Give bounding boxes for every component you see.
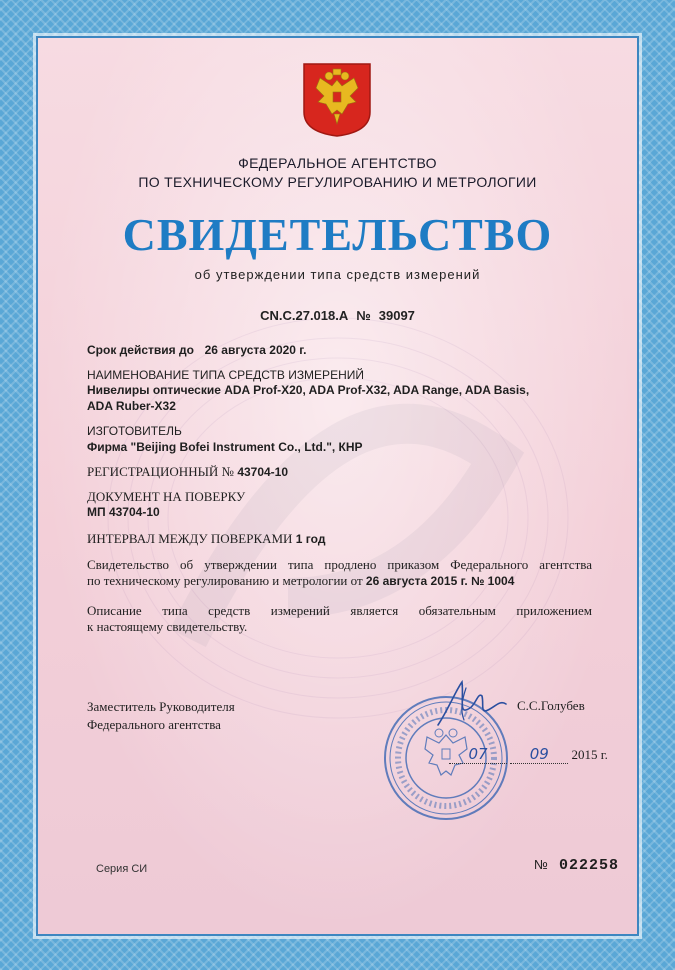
issue-date-line [449,745,608,764]
certificate-body [38,38,637,934]
registration-value: 43704-10 [237,465,289,479]
date-day: 07 [449,745,507,764]
series-label: Серия СИ [96,863,148,875]
registration-row [87,464,288,480]
verification-doc-value: МП 43704-10 [87,505,160,519]
document-title: СВИДЕТЕЛЬСТВО [122,209,553,260]
instrument-label: НАИМЕНОВАНИЕ ТИПА СРЕДСТВ ИЗМЕРЕНИЙ [87,368,364,382]
signatory-title [87,698,235,734]
instrument-value-line1: Нивелиры оптические ADA Prof-X20, ADA Prof-X32, ADA Range, ADA Basis, [87,383,530,397]
manufacturer-label: ИЗГОТОВИТЕЛЬ [87,424,182,438]
certificate-code: CN.C.27.018.A [260,308,349,323]
serial-number [534,857,619,874]
interval-label: ИНТЕРВАЛ МЕЖДУ ПОВЕРКАМИ [87,531,293,546]
certificate-number-sign: № [356,308,371,323]
extension-line2 [87,573,592,589]
serial-number-value: 022258 [558,857,619,874]
validity-label: Срок действия до [87,343,194,357]
agency-name-line2: ПО ТЕХНИЧЕСКОМУ РЕГУЛИРОВАНИЮ И МЕТРОЛОГИИ [138,174,537,190]
date-month: 09 [510,745,568,764]
extension-line1: Свидетельство об утверждении типа продлено приказом Федерального агентства [87,557,592,572]
signatory-name: С.С.Голубев [517,698,585,713]
validity-row [87,343,306,358]
date-year: 2015 г. [571,747,608,762]
description-line1: Описание типа средств измерений является обязательным приложением [87,603,592,618]
agency-name-line1: ФЕДЕРАЛЬНОЕ АГЕНТСТВО [238,155,437,171]
handwritten-signature [418,670,528,740]
instrument-value-line2: ADA Ruber-X32 [87,399,176,413]
extension-order: № 1004 [470,574,515,588]
certificate-number [38,308,637,323]
verification-doc-label: ДОКУМЕНТ НА ПОВЕРКУ [87,489,246,504]
validity-date: 26 августа 2020 г. [204,343,307,357]
description-paragraph [87,603,592,635]
extension-line2-prefix: по техническому регулированию и метрологии от [87,573,363,588]
certificate-number-value: 39097 [378,308,415,323]
manufacturer-value: Фирма "Beijing Bofei Instrument Co., Ltd.", КНР [87,440,363,454]
interval-value: 1 год [295,532,326,546]
registration-label: РЕГИСТРАЦИОННЫЙ № [87,464,234,479]
description-line2: к настоящему свидетельству. [87,619,248,634]
coat-of-arms-emblem [302,62,372,138]
extension-paragraph [87,557,592,589]
extension-date: 26 августа 2015 г. [365,574,468,588]
interval-row [87,531,325,547]
signatory-title-line2: Федерального агентства [87,717,221,732]
document-subtitle: об утверждении типа средств измерений [194,267,481,282]
signatory-title-line1: Заместитель Руководителя [87,699,235,714]
serial-number-sign: № [534,857,549,872]
